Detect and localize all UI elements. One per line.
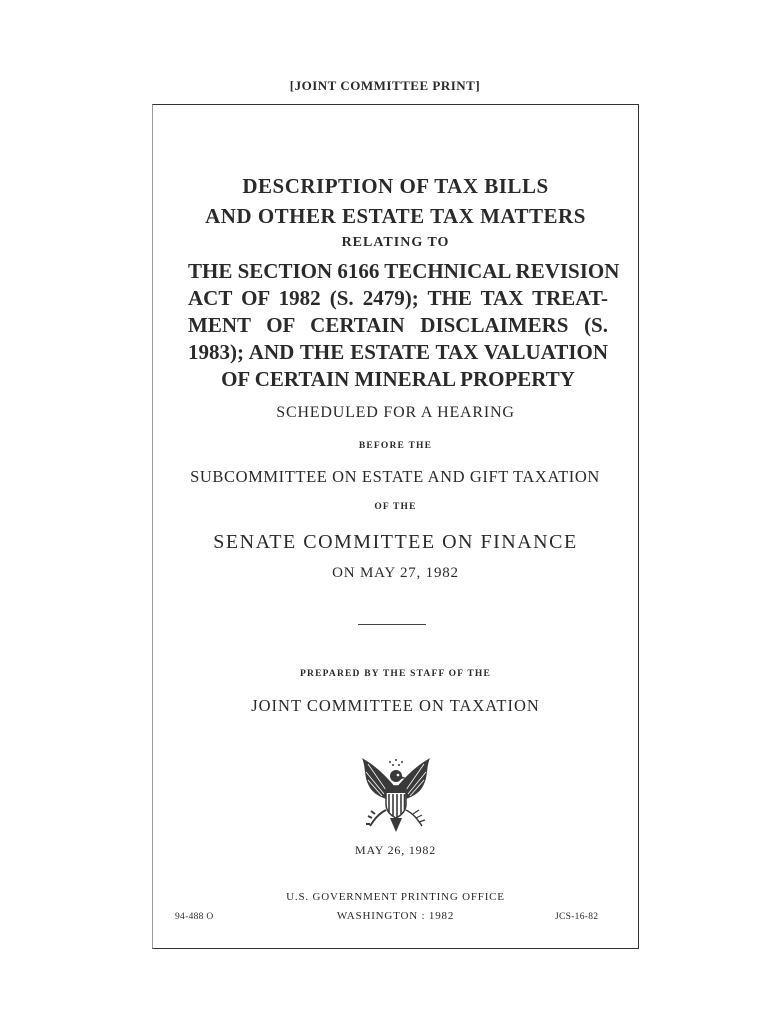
bill-description-line: OF CERTAIN MINERAL PROPERTY bbox=[221, 367, 575, 391]
publication-date: MAY 26, 1982 bbox=[354, 843, 437, 857]
joint-committee-name: JOINT COMMITTEE ON TAXATION bbox=[251, 696, 540, 715]
divider-rule bbox=[358, 624, 426, 625]
printing-place-year: WASHINGTON : 1982 bbox=[336, 910, 455, 922]
joint-committee-print-header: [JOINT COMMITTEE PRINT] bbox=[289, 78, 481, 93]
jcs-document-number: JCS-16-82 bbox=[555, 912, 599, 922]
bill-description bbox=[188, 258, 620, 393]
prepared-by: PREPARED BY THE STAFF OF THE bbox=[300, 669, 491, 679]
bill-description-line: THE SECTION 6166 TECHNICAL REVISION bbox=[188, 259, 620, 283]
senate-committee-name: SENATE COMMITTEE ON FINANCE bbox=[213, 531, 578, 553]
great-seal-eagle-icon bbox=[356, 754, 436, 834]
subcommittee-name: SUBCOMMITTEE ON ESTATE AND GIFT TAXATION bbox=[190, 467, 600, 486]
relating-to: RELATING TO bbox=[341, 235, 450, 250]
title-line-2: AND OTHER ESTATE TAX MATTERS bbox=[205, 204, 586, 228]
hearing-date: ON MAY 27, 1982 bbox=[332, 565, 459, 581]
print-code-left: 94-488 O bbox=[175, 912, 214, 922]
scheduled-hearing: SCHEDULED FOR A HEARING bbox=[276, 404, 515, 421]
bill-description-line: MENT OF CERTAIN DISCLAIMERS (S. bbox=[188, 313, 608, 337]
bill-description-line: 1983); AND THE ESTATE TAX VALUATION bbox=[188, 340, 608, 364]
printing-office: U.S. GOVERNMENT PRINTING OFFICE bbox=[286, 891, 505, 903]
title-line-1: DESCRIPTION OF TAX BILLS bbox=[242, 174, 549, 198]
of-the: OF THE bbox=[374, 502, 417, 512]
bill-description-line: ACT OF 1982 (S. 2479); THE TAX TREAT- bbox=[188, 286, 608, 310]
before-the: BEFORE THE bbox=[358, 441, 433, 451]
